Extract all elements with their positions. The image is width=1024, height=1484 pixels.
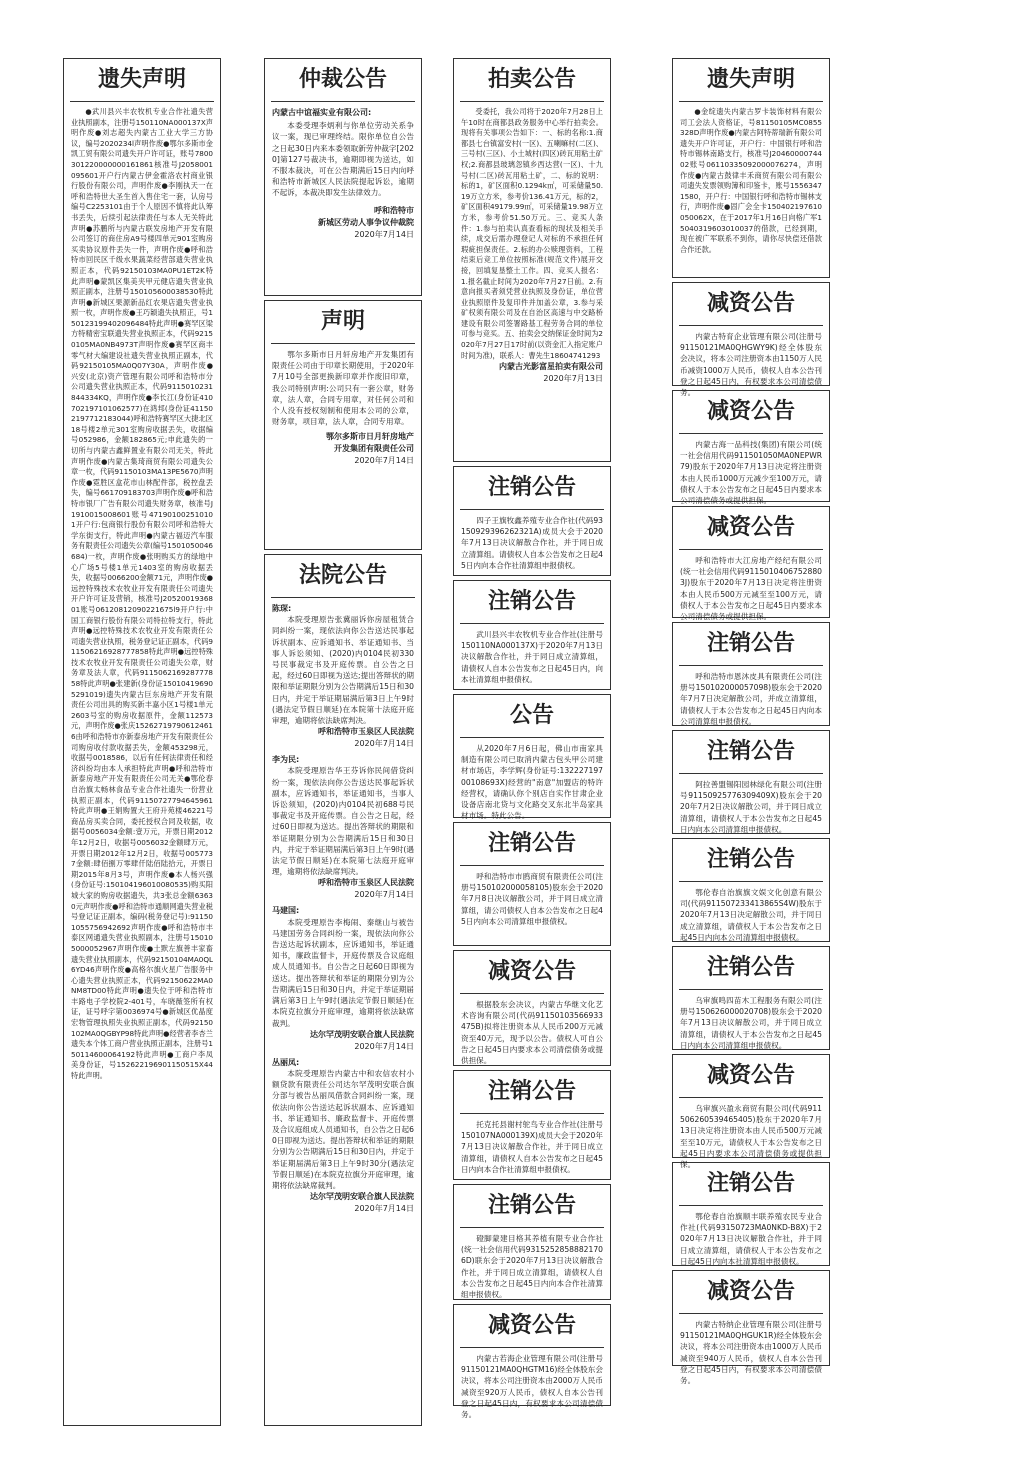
notice-title: 注销公告 xyxy=(487,831,576,856)
lost-notice-box xyxy=(63,58,221,1426)
signer-line-1: 呼和浩特市 xyxy=(374,205,414,215)
case-date: 2020年7月14日 xyxy=(354,739,414,749)
notice-title: 遗失声明 xyxy=(706,67,795,92)
auction-notice-box xyxy=(453,58,611,462)
notice-title: 注销公告 xyxy=(706,739,795,764)
notice-title: 注销公告 xyxy=(706,631,795,656)
notice-body: 呼和浩特市市鸥商贸有限责任公司(注册号150102000058105)股东会于2020年7月8日决议解散公司，并于同日成立清算组，请公司债权人自本公告发布之日起45日内向本公司清算组申报债权。 xyxy=(461,872,603,926)
column-4 xyxy=(672,58,830,1386)
notice-body: 内蒙古海一品科技(集团)有限公司(统一社会信用代码911501050MA0NEPWR79)股东于2020年7月13日决定将注册资本由人民币1000万元减少至100万元，请债权人于本公告发布之日起45日内要求本公司清偿债务或提供担保。 xyxy=(680,440,822,506)
notice-body xyxy=(265,598,421,1223)
court-name: 达尔罕茂明安联合旗人民法院 xyxy=(310,1192,414,1202)
notice-title: 仲裁公告 xyxy=(298,67,387,92)
notice-body: 阿拉善盟锡阳园林绿化有限公司(注册号91150925776309409X)股东会于2020年7月2日决议解散公司，并于同日成立清算组，请债权人于本公告发布之日起45日内向本公司清算组申报债权。 xyxy=(680,780,822,834)
column-1 xyxy=(63,58,221,1430)
court-name: 呼和浩特市玉泉区人民法院 xyxy=(318,878,414,888)
cancellation-notice-box xyxy=(672,622,830,726)
cancellation-notice-box xyxy=(672,1162,830,1266)
court-case xyxy=(272,1057,414,1215)
notice-body: 根据股东会决议，内蒙古华继文化艺术咨询有限公司(代码91150103566933475B)拟将注册资本从人民币200万元减资至40万元，现予以公告。债权人可自公告之日起45日内要求本公司清偿债务或提供担保。 xyxy=(461,1000,603,1066)
notice-date: 2020年7月14日 xyxy=(354,229,414,239)
notice-body: 武川县兴丰农牧机专业合作社(注册号150110NA000137X)于2020年7月13日决议解散合作社，并于同日成立清算组，请债权人自本公告发布之日起45日内，向本社清算组申报债权。 xyxy=(461,630,603,684)
notice-body: 从2020年7月6日起，佛山市南家具制造有限公司已取消内蒙古包头甲公司建材市场店，李学辉(身份证号:13222719700108693X)经营的"南意"加盟店的特许经营权，请确认你个别店自实作甘肃企业设备店南北贷与文化路交叉东北半岛家具材市场。特此公告。 xyxy=(461,744,603,821)
notice-body: 托克托县谢村鸵鸟专业合作社(注册号150107NA000139X)成员大会于2020年7月13日决议解散合作社，并于同日成立清算组，请债权人自本公告发布之日起45日内向本合作社清算组申报债权。 xyxy=(461,1120,603,1174)
notice-title: 注销公告 xyxy=(706,1171,795,1196)
cancellation-notice-box xyxy=(672,946,830,1050)
signer-line-2: 新城区劳动人事争议仲裁院 xyxy=(318,217,414,227)
notice-title: 注销公告 xyxy=(487,1079,576,1104)
capital-reduction-notice-box xyxy=(672,1054,830,1170)
notice-date: 2020年7月14日 xyxy=(354,456,414,466)
cancellation-notice-box xyxy=(453,1070,611,1180)
cancellation-notice-box xyxy=(453,466,611,576)
notice-title: 注销公告 xyxy=(487,475,576,500)
notice-title: 遗失声明 xyxy=(97,67,186,92)
signer: 内蒙古光影富星拍卖有限公司 xyxy=(499,362,603,372)
notice-body: 乌审旗兴盈永商贸有限公司(代码911506260539465405)股东于2020年7月13日决定将注册资本由人民币500万元减至至10万元，请债权人于本公告发布之日起45日内要求本公司清偿债务或提供担保。 xyxy=(680,1104,822,1170)
notice-title: 公告 xyxy=(509,703,554,728)
notice-text: 本委受理李炳利与你单位劳动关系争议一案，现已审理终结。限你单位自公告之日起30日内来本委领取新劳仲裁字[2020]第127号裁决书，逾期即视为送达，如不服本裁决，可在公告期满后15日内向呼和浩特市新城区人民法院提起诉讼，逾期不起诉，本裁决即发生法律效力。 xyxy=(272,121,414,198)
cancellation-notice-box xyxy=(453,580,611,690)
notice-body xyxy=(265,344,421,473)
column-3 xyxy=(453,58,611,1420)
notice-title: 注销公告 xyxy=(706,847,795,872)
notice-title: 减资公告 xyxy=(706,399,795,424)
notice-text: 鄂尔多斯市日月轩房地产开发集团有限责任公司由于印章长期使用，于2020年7月10号全部更换新印章并作废旧印章，我公司特别声明:公司只有一套公章，财务章，法人章，合同专用章，对任何公司和个人没有授权刻制和使用本公司的公章，财务章，项目章，法人章，合同专用章。 xyxy=(272,350,414,427)
notice-title: 拍卖公告 xyxy=(487,67,576,92)
notice-body: ●金绽遗失内蒙古罗卡装饰材料有限公司工会法人资格证，号81150105MC0855328D声明作废●内蒙古阿特蒂瑞新有限公司遗失开户许可证，开户行：中国银行呼和浩特市锡林南路支行，核准号J2046000074402账号06110335092000076274，声明作废●内蒙古鼓律丰禾商贸有限公司有限公司遗失发票领购簿和印鉴卡，账号15563471580，开户行：中国银行呼和浩特市锡林支行，声明作废●固广会全卡150402197610050062X，在于2017年1月16日向格广军15040319603010037的借款，已经到期，现在被广军联系不到你，请你尽快偿还借款合作还款。 xyxy=(680,107,822,254)
lost-notice-box xyxy=(672,58,830,278)
notice-title: 声明 xyxy=(320,309,365,334)
case-date: 2020年7月14日 xyxy=(354,1204,414,1214)
case-date: 2020年7月14日 xyxy=(354,890,414,900)
case-text: 本院受理原告李梅闹、秦继山与被告马建国劳务合同纠纷一案，现依法向你公告送达起诉状副本，应诉通知书，举证通知书，廉政监督卡，开庭传票及合议庭组成人员通知书。自公告之日起60日即视为送达。提出答辩状和举证的期限分别为公告期满后15日和30日内，并定于举证期届满后第3日上午9时(遇法定节假日顺延)在本院克拉旗分开庭审理，逾期将依法缺席裁判。 xyxy=(272,917,414,1028)
cancellation-notice-box xyxy=(453,1184,611,1300)
signer-line-2: 开发集团有限责任公司 xyxy=(334,444,414,454)
notice-body: 呼和浩特市恩沐皮具有限责任公司(注册号150102000057098)股东会于2020年7月7日决定解散公司，并成立清算组，请债权人于本公告发布之日起45日内向本公司清算组申报债权。 xyxy=(680,672,822,726)
notice-body: 鄂伦春自治旗顺丰联养殖农民专业合作社(代码93150723MA0NKD-B8X)于2020年7月13日决议解散合作社，并于同日成立清算组，请债权人于本公告发布之日起45日内向本社清算组申报债权。 xyxy=(680,1212,822,1266)
court-name: 达尔罕茂明安联合旗人民法院 xyxy=(310,1029,414,1039)
notice-title: 减资公告 xyxy=(487,959,576,984)
case-party: 陈琛: xyxy=(272,604,292,613)
notice-title: 注销公告 xyxy=(487,1193,576,1218)
notice-text: 受委托，我公司将于2020年7月28日上午10时在商都县政务服务中心举行拍卖会。现将有关事项公告如下：一、标的名称:1.商都县七台镇富安村(一区)、五喇嘛村(二区)、三号村(三区)、小土城村(四区)砖瓦用粘土矿权;2.商都县玻璃忽镇乡西达营(一区)、十九号村(二区)砖瓦用粘土矿，二、标的说明：标的1，矿区面积0.1294k㎡，可采储量50.19万立方米，参考价136.41万元，标的2，矿区面积49179.99㎡，可采储量19.98万立方米，参考价51.50万元。三、竞买人条件：1.参与拍卖认真查看标的现状及相关手续，成交后需办理登记人对标的不承担任何瑕疵担保责任。2.标的办公赎理资料，工程结束后竞工单位按照标准(规范文件)展开交接，回填复垦整土工作。四、竞买人报名：1.报名截止时间为2020年7月27日前。2.有意向报买者须凭营业执照及身份证，单位营业执照原件及复印件并加盖公章，3.参与采矿权须有限公司及在自治区高速与中交路桥建设有限公司签署路基工程劳务合同的单位可参与竞买。五、拍卖会交纳保证金时间为2020年7月27日17时前(以资金汇入指定账户时间为准)，联系人：曹先生18604741293 xyxy=(461,107,603,360)
capital-reduction-notice-box xyxy=(672,506,830,622)
case-text: 本院受理原告华王芬诉你民间借贷纠纷一案，现依法向你公告送达民事起诉状副本，应诉通知书，举证通知书，当事人诉讼须知，(2020)内0104民初688号民事裁定书及开庭传票。自公告之日起，经过60日即视为送达。提出答辩状的期限和举证期限分别为公告期满后15日和30日内，并定于举证期届满后第3日上午9时(遇法定节假日顺延)在本院第七法庭开庭审理，逾期将依法缺席判决。 xyxy=(272,766,414,877)
capital-reduction-notice-box xyxy=(453,1304,611,1420)
column-2 xyxy=(264,58,422,1430)
capital-reduction-notice-box xyxy=(672,282,830,398)
notice-body: 四子王旗牧鑫养殖专业合作社(代码93150929396262321A)成员大会于2020年7月13日决议解散合作社，并于同日成立清算组。请债权人自本公告发布之日起45日内向本合作社清算组申报债权。 xyxy=(461,516,603,570)
notice-body: 磴脚蒙建目格其养植有限专业合作社(统一社会信用代码93152528588821706D)联东会于2020年7月13日决议解散合作社，并于同日成立清算组，请债权人自本公告发布之日起45日内向本合作社清算组申报债权。 xyxy=(461,1234,603,1300)
court-case xyxy=(272,754,414,901)
notice-body xyxy=(454,102,610,391)
notice-body: 内蒙古特育企业管理有限公司(注册号91150121MA0QHGWY9K)经全体股东会决议，将本公司注册资本由1150万人民币减资1000万人民币，债权人自本公告刊登之日起45日内，有权要求本公司清偿债务。 xyxy=(680,332,822,398)
case-text: 本院受理原告张冀丽诉你房屋租赁合同纠纷一案，现依法向你公告送达民事起诉状副本、应诉通知书、举证通知书、当事人诉讼须知、(2020)内0104民初330号民事裁定书及开庭传票。自公告之日起，经过60日即视为送达;提出答辩状的期限和举证期限分别为公告期满后15日和30日内，并定于举证期届满后第3日上午9时(遇法定节假日顺延)在本院第十法庭开庭审理，逾期将依法缺席判决。 xyxy=(272,615,414,726)
capital-reduction-notice-box xyxy=(672,390,830,506)
capital-reduction-notice-box xyxy=(672,1270,830,1386)
notice-title: 减资公告 xyxy=(706,1063,795,1088)
case-party: 李为民: xyxy=(272,755,300,765)
cancellation-notice-box xyxy=(672,838,830,942)
cancellation-notice-box xyxy=(453,822,611,946)
notice-recipient: 内蒙古中谊福实业有限公司: xyxy=(272,108,372,117)
statement-notice-box xyxy=(264,300,422,550)
notice-title: 法院公告 xyxy=(298,563,387,588)
notice-body: 鄂伦春自治旗旗文娱文化创意有限公司(代码911507233413865S4W)股东于2020年7月13日决定解散公司，并于同日成立清算组，请债权人于本公告发布之日起45日内向本公司清算组申报债权。 xyxy=(680,888,822,942)
notice-title: 减资公告 xyxy=(706,291,795,316)
court-case xyxy=(272,905,414,1052)
case-date: 2020年7月14日 xyxy=(354,1041,414,1051)
court-name: 呼和浩特市玉泉区人民法院 xyxy=(318,727,414,737)
notice-body xyxy=(265,102,421,247)
notice-title: 注销公告 xyxy=(487,589,576,614)
notice-date: 2020年7月13日 xyxy=(543,374,603,384)
notice-body: 呼和浩特市大江房地产经纪有限公司(统一社会信用代码91150104067528803J)股东于2020年7月13日决定将注册资本由人民币500万元减至至100万元，请债权人于本公告发布之日起45日内要求本公司清偿债务或提供担保。 xyxy=(680,556,822,622)
arbitration-notice-box xyxy=(264,58,422,296)
general-notice-box xyxy=(453,694,611,821)
notice-title: 减资公告 xyxy=(487,1313,576,1338)
case-party: 马建国: xyxy=(272,906,300,916)
notice-body: 内蒙古若海企业管理有限公司(注册号91150121MA0QHGTM16)经全体股东会决议，将本公司注册资本由2000万人民币减资至920万人民币，债权人自本公告刊登之日起45日内，有权要求本公司清偿债务。 xyxy=(461,1354,603,1420)
case-text: 本院受理原告内蒙古中和农信农村小额贷款有限责任公司达尔罕茂明安联合旗分部与被告丛丽凤借款合同纠纷一案，现依法向你公告送达起诉状副本、应诉通知书、举证通知书、廉政监督卡、开庭传票及合议庭组成人员通知书，自公告之日起60日即视为送达。提出答辩状和举证的期限分别为公告期满后15日和30日内，并定于举证期届满后第3日上午9时30分(遇法定节假日顺延)在本院克拉旗分开庭审理，逾期将依法缺席裁判。 xyxy=(272,1068,414,1190)
court-case xyxy=(272,603,414,750)
notice-title: 减资公告 xyxy=(706,1279,795,1304)
notice-body: 内蒙古特纳企业管理有限公司(注册号91150121MA0QHGUK1R)经全体股东会决议，将本公司注册资本由1000万人民币减资至940万人民币，债权人自本公告刊登之日起45日内，有权要求本公司清偿债务。 xyxy=(680,1320,822,1386)
notice-body: ●武川县兴丰农牧机专业合作社遗失营业执照副本，注册号150110NA000137X声明作废●刘志超失内蒙古工业大学三方协议，编号2020234l声明作废●鄂尔多斯市金凯工贸有限公司遗失开户许可证，账号7800301220000000161861核准号J2058001095601开户行内蒙古伊金霍洛农村商业银行股份有限公司，声明作废●李刚执天一在呼和浩特世大圣生首入售住宅一套，认房号编号C2253101由于个人原因不慎将此认筹书丢失，后续引起法律责任与本人无关特此声明●苏鹏所与内蒙古联发房地产开发有限公司签订的商住房A9号楼四单元901室购房买卖协议原件丢失一件，声明作废●呼和浩特市回民区千级水果蔬菜经营部遗失营业执照正本，代码92150103MA0PU1ET2K特此声明●蒙凯区集美夹甲元健店遗失营业执照正副本，注册号150105600038530特此声明●新城区果源新品红农果店遗失营业执照一枚，声明作废●王巧颖遗失执照正，号150123199402096484特此声明●赛罕区梁方特精密宝联遗失营业执照正本，代码92150105MA0NB4973T声明作废●赛罕区商丰零气材大编建设社遗失营业执照正副本，代码92150105MA0Q07Y30A，声明作废●兴安(北京)资产管理有限公司呼和浩特市分公司遗失营业执照正本，代码9115010231844334KQ，声明作废●李长江(身份证410702197101062577)在鸿邦(身份证411502197712183044)呼和浩特赛罕区大捷北区18号楼2单元301室购房收据丢失，收据编号052986，金额182865元;申此遗失的一切所与内蒙古鑫鲜置业有限公司无关，特此声明作废●内蒙古集琦商贸有限公司遗失公章一枚，代码91150103MA13PE5670声明作废●霓胜区盒花市山林配件部，税控盘丢失，编号661709183703声明作废●呼和浩特市银厂广告有限公司遗失财务章，核准号J1910015008601账号471901002510101开户行:包商银行股份有限公司呼和浩特大学东街支行，特此声明●内蒙古福迈汽车服务有限责任公司遗失公章(编号1501050046684)一枚，声明作废●张明购买方的绿地中心广场5号楼1单元1403室的购房收据丢失，收据号0066200金额71元，声明作废●远控特殊技术农牧业开发有限责任公司遗失开户许可证及营销，核准号J2052001936801账号06120812090221675l9开户行:中国工商银行股份有限公司特拉特支行，特此声明●远控特殊技术农牧业开发有限责任公司遗失营业执照，税务登记证正副本，代码911506216928777858特此声明●远控特殊技术农牧业开发有限责任公司遗失公章，财务章及法人章，代码911506216928777858特此声明●张建新(身份证150104196905291019)遗失内蒙古巨东房地产开发有限责任公司出具的购买新丰嘉小区1号楼1单元2603号室的购房收据原件，金额112573元，声明作废●张庆152627197906124616由呼和浩特市亦新泰房地产开发有限责任公司购房收付款收据丢失，金额453298元，收据号0018586，以后有任何法律责任和经济纠纷均由本人承担特此声明●呼和浩特市新泰房地产开发有限责任公司无关●鄂伦春自治旗太畅林食品专业合作社遗失一份营业执照正副本，代码91150727794645961特此声明●王娟购置大王府升苑楼46221号商品房买卖合同，委托授权合同及收据，收据号0056034金额:壹万元，开票日期2012年12月2日，收据号0056032金额肆万元，开票日期2012年12月2日，收据号0057737金额:肆佰捌万零肆仟陆佰陆拾元，开票日期2015年8月3号，声明作废●本人杨兴强(身份证号:150104196010080535)购买阳城大家的购房收据遗失，共3张总金额63630元声明作废●呼和浩特市通顺网遗失营业税号登记证正副本，编码(税务登记号):911501055756942692声明作废●呼和浩特市丰泰区网通遗失营业执照副本，注册号150105000052967声明作废●土默左旗善丰家畜遗失营业执照副本，代码92150104MA0QL6YD46声明作废●高格尔旗火星广告服务中心遗失营业执照正本，代码92150622MA0NM8TD00特此声明●遗失位于呼和浩特市丰路电子学校院2-401号，车晓薇签所有权证，证号呼字第0036974号●新城区优晶度宏物管理执照失业执照正副本，代码92150102MA0QGBYP98特此声明●经营者李杏兰遗失本个体工商户营业执照正副本，注册号150114600064192特此声明●工商户李凤美身份证，号152622196901150515X44特此声明。 xyxy=(71,107,213,1081)
notice-title: 减资公告 xyxy=(706,515,795,540)
court-notice-box xyxy=(264,554,422,1426)
signer-line-1: 鄂尔多斯市日月轩房地产 xyxy=(326,432,414,442)
notice-body: 乌审旗鸣四苗木工程服务有限公司(注册号150626000020708)股东会于2020年7月13日决议解散公司，并于同日成立清算组，请债权人于本公告发布之日起45日内向本公司清算组申报债权。 xyxy=(680,996,822,1050)
capital-reduction-notice-box xyxy=(453,950,611,1066)
notice-title: 注销公告 xyxy=(706,955,795,980)
case-party: 丛丽凤: xyxy=(272,1057,300,1067)
cancellation-notice-box xyxy=(672,730,830,834)
